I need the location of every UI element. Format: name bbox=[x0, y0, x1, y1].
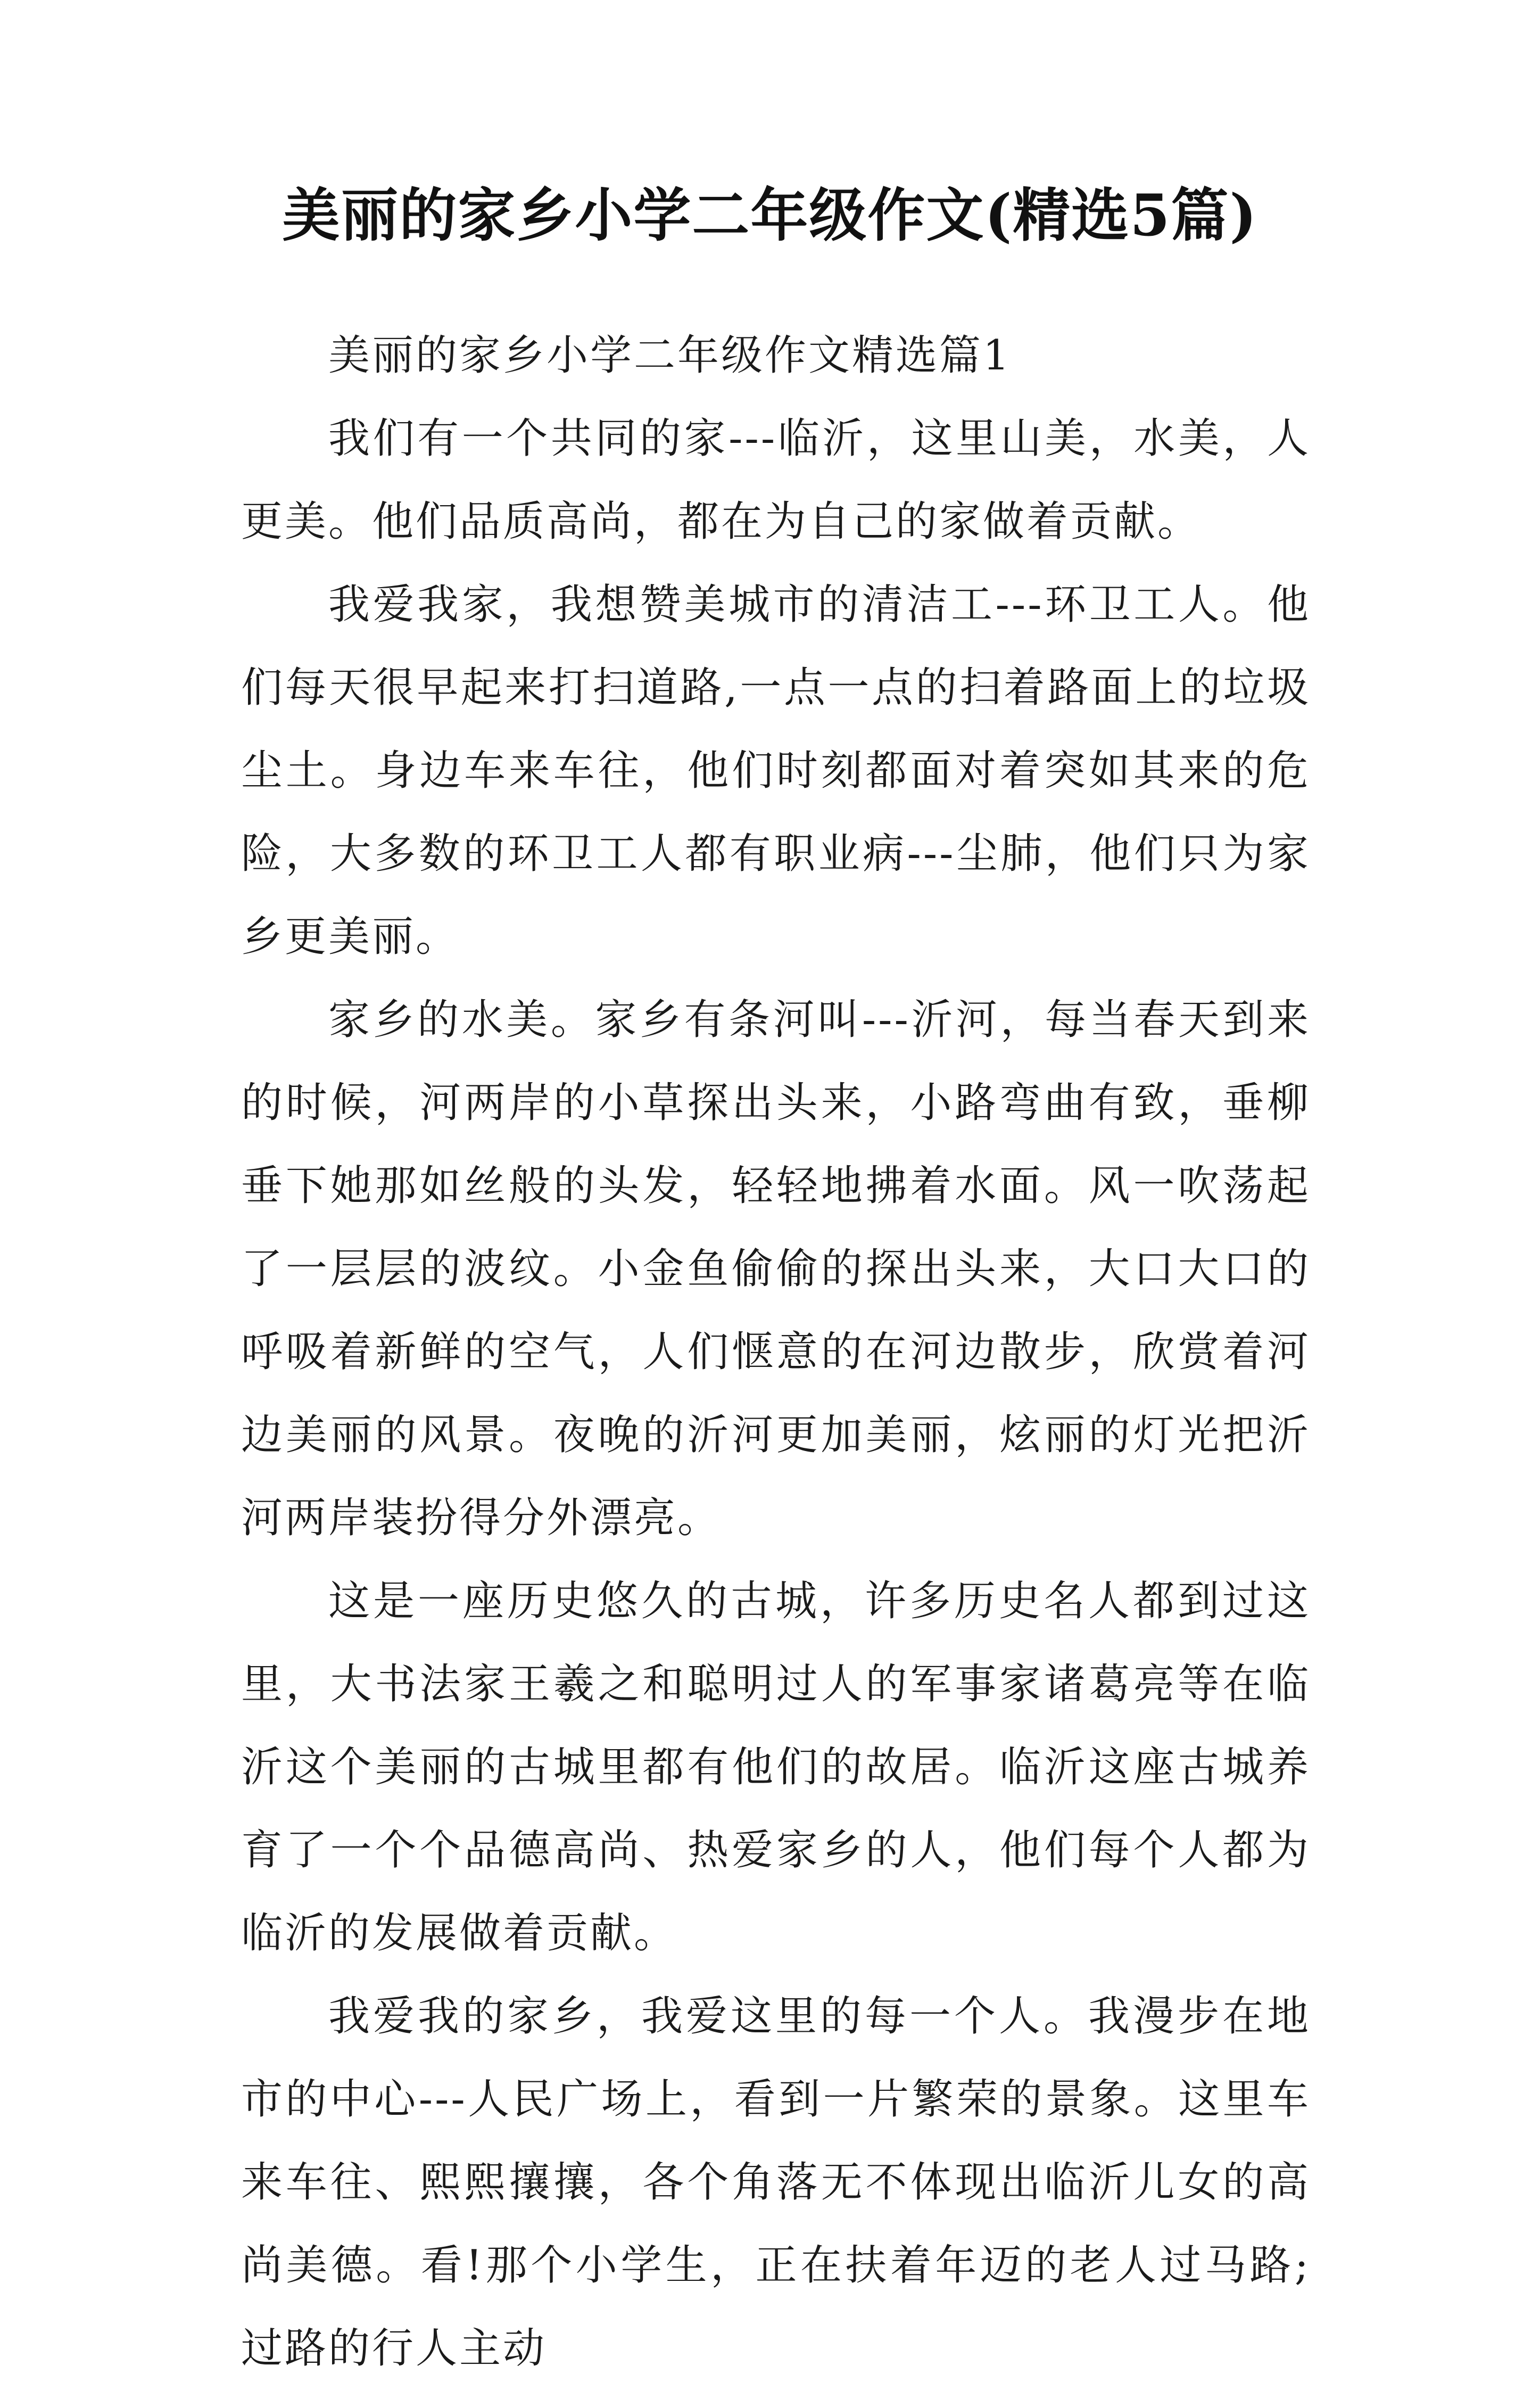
paragraph: 我们有一个共同的家---临沂，这里山美，水美，人更美。他们品质高尚，都在为自己的家做着贡献。 bbox=[241, 415, 1311, 546]
paragraph: 这是一座历史悠久的古城，许多历史名人都到过这里，大书法家王羲之和聪明过人的军事家诸葛亮等在临沂这个美丽的古城里都有他们的故居。临沂这座古城养育了一个个品德高尚、热爱家乡的人，他们每个人都为临沂的发展做着贡献。 bbox=[241, 1577, 1311, 1957]
paragraph: 我爱我的家乡，我爱这里的每一个人。我漫步在地市的中心---人民广场上，看到一片繁荣的景象。这里车来车往、熙熙攘攘，各个角落无不体现出临沂儿女的高尚美德。看!那个小学生，正在扶着年迈的老人过马路;过路的行人主动 bbox=[241, 1992, 1311, 2372]
section-heading: 美丽的家乡小学二年级作文精选篇1 bbox=[328, 332, 1012, 380]
document-title: 美丽的家乡小学二年级作文(精选5篇) bbox=[282, 182, 1258, 249]
paragraph: 我爱我家，我想赞美城市的清洁工---环卫工人。他们每天很早起来打扫道路,一点一点的扫着路面上的垃圾尘土。身边车来车往，他们时刻都面对着突如其来的危险，大多数的环卫工人都有职业病---尘肺，他们只为家乡更美丽。 bbox=[241, 581, 1311, 961]
document-body bbox=[241, 314, 1311, 2390]
paragraph: 家乡的水美。家乡有条河叫---沂河，每当春天到来的时候，河两岸的小草探出头来，小路弯曲有致，垂柳垂下她那如丝般的头发，轻轻地拂着水面。风一吹荡起了一层层的波纹。小金鱼偷偷的探出头来，大口大口的呼吸着新鲜的空气，人们惬意的在河边散步，欣赏着河边美丽的风景。夜晚的沂河更加美丽，炫丽的灯光把沂河两岸装扮得分外漂亮。 bbox=[241, 996, 1311, 1542]
